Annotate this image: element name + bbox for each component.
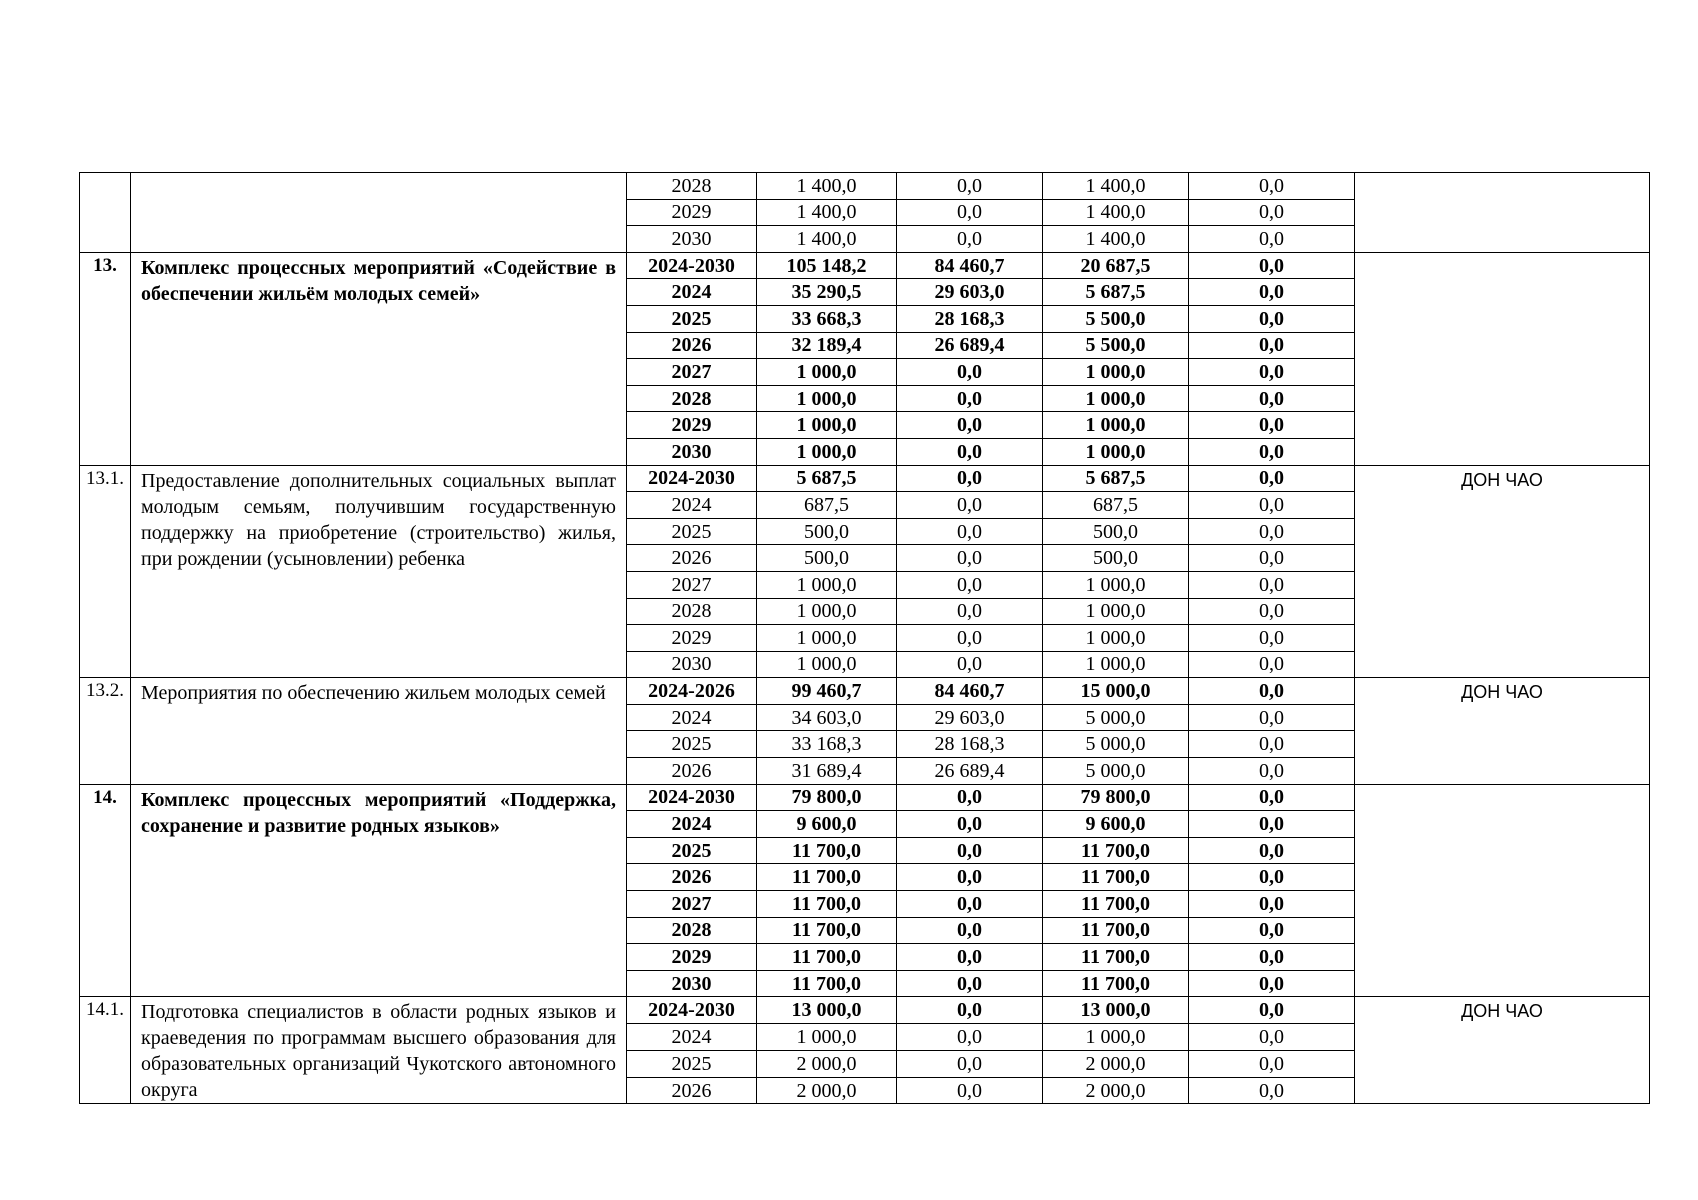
period-cell: 2027 xyxy=(627,891,757,918)
other-cell: 0,0 xyxy=(1189,811,1355,838)
table-row xyxy=(80,678,1650,705)
other-cell: 0,0 xyxy=(1189,545,1355,572)
other-cell: 0,0 xyxy=(1189,1077,1355,1104)
regional-cell: 79 800,0 xyxy=(1043,784,1189,811)
federal-cell: 0,0 xyxy=(897,837,1043,864)
other-cell: 0,0 xyxy=(1189,625,1355,652)
other-cell: 0,0 xyxy=(1189,598,1355,625)
total-cell: 500,0 xyxy=(757,518,897,545)
regional-cell: 1 000,0 xyxy=(1043,571,1189,598)
period-cell: 2027 xyxy=(627,571,757,598)
regional-cell: 11 700,0 xyxy=(1043,944,1189,971)
period-cell: 2025 xyxy=(627,731,757,758)
federal-cell: 0,0 xyxy=(897,784,1043,811)
period-cell: 2026 xyxy=(627,1077,757,1104)
other-cell: 0,0 xyxy=(1189,438,1355,465)
federal-cell: 0,0 xyxy=(897,944,1043,971)
federal-cell: 0,0 xyxy=(897,518,1043,545)
federal-cell: 84 460,7 xyxy=(897,252,1043,279)
other-cell: 0,0 xyxy=(1189,1024,1355,1051)
other-cell: 0,0 xyxy=(1189,226,1355,253)
regional-cell: 1 000,0 xyxy=(1043,359,1189,386)
regional-cell: 9 600,0 xyxy=(1043,811,1189,838)
other-cell: 0,0 xyxy=(1189,518,1355,545)
federal-cell: 0,0 xyxy=(897,571,1043,598)
total-cell: 1 400,0 xyxy=(757,173,897,200)
other-cell: 0,0 xyxy=(1189,758,1355,785)
total-cell: 2 000,0 xyxy=(757,1077,897,1104)
item-name: Комплекс процессных мероприятий «Содействие в обеспечении жильём молодых семей» xyxy=(141,256,616,305)
regional-cell: 5 000,0 xyxy=(1043,704,1189,731)
other-cell: 0,0 xyxy=(1189,651,1355,678)
total-cell: 105 148,2 xyxy=(757,252,897,279)
period-cell: 2025 xyxy=(627,837,757,864)
period-cell: 2030 xyxy=(627,226,757,253)
other-cell: 0,0 xyxy=(1189,970,1355,997)
regional-cell: 500,0 xyxy=(1043,545,1189,572)
total-cell: 11 700,0 xyxy=(757,864,897,891)
other-cell: 0,0 xyxy=(1189,465,1355,492)
total-cell: 1 000,0 xyxy=(757,359,897,386)
federal-cell: 0,0 xyxy=(897,1024,1043,1051)
other-cell: 0,0 xyxy=(1189,997,1355,1024)
other-cell: 0,0 xyxy=(1189,1050,1355,1077)
regional-cell: 1 000,0 xyxy=(1043,625,1189,652)
period-cell: 2026 xyxy=(627,864,757,891)
period-cell: 2024 xyxy=(627,492,757,519)
federal-cell: 0,0 xyxy=(897,199,1043,226)
federal-cell: 28 168,3 xyxy=(897,305,1043,332)
period-cell: 2030 xyxy=(627,438,757,465)
item-name-cell xyxy=(131,465,627,678)
total-cell: 11 700,0 xyxy=(757,891,897,918)
regional-cell: 1 400,0 xyxy=(1043,199,1189,226)
period-cell: 2029 xyxy=(627,412,757,439)
period-cell: 2024 xyxy=(627,811,757,838)
period-cell: 2026 xyxy=(627,545,757,572)
regional-cell: 5 500,0 xyxy=(1043,305,1189,332)
total-cell: 9 600,0 xyxy=(757,811,897,838)
item-name-cell xyxy=(131,678,627,784)
item-name: Предоставление дополнительных социальных выплат молодым семьям, получившим государственную поддержку на приобретение (строительство) жилья, при рождении (усыновлении) ребенка xyxy=(141,469,616,570)
federal-cell: 0,0 xyxy=(897,811,1043,838)
item-number: 14.1. xyxy=(80,997,131,1104)
period-cell: 2025 xyxy=(627,518,757,545)
other-cell: 0,0 xyxy=(1189,332,1355,359)
period-cell: 2030 xyxy=(627,651,757,678)
other-cell: 0,0 xyxy=(1189,571,1355,598)
total-cell: 1 000,0 xyxy=(757,412,897,439)
table-row xyxy=(80,465,1650,492)
other-cell: 0,0 xyxy=(1189,279,1355,306)
other-cell: 0,0 xyxy=(1189,837,1355,864)
other-cell: 0,0 xyxy=(1189,678,1355,705)
regional-cell: 500,0 xyxy=(1043,518,1189,545)
total-cell: 99 460,7 xyxy=(757,678,897,705)
federal-cell: 0,0 xyxy=(897,864,1043,891)
regional-cell: 11 700,0 xyxy=(1043,891,1189,918)
regional-cell: 1 400,0 xyxy=(1043,226,1189,253)
period-cell: 2029 xyxy=(627,944,757,971)
executor-cell: ДОН ЧАО xyxy=(1355,465,1650,678)
funding-table xyxy=(79,172,1650,1104)
executor-cell: ДОН ЧАО xyxy=(1355,678,1650,784)
federal-cell: 0,0 xyxy=(897,970,1043,997)
other-cell: 0,0 xyxy=(1189,864,1355,891)
total-cell: 687,5 xyxy=(757,492,897,519)
federal-cell: 0,0 xyxy=(897,438,1043,465)
total-cell: 1 400,0 xyxy=(757,199,897,226)
regional-cell: 20 687,5 xyxy=(1043,252,1189,279)
federal-cell: 0,0 xyxy=(897,545,1043,572)
other-cell: 0,0 xyxy=(1189,731,1355,758)
regional-cell: 13 000,0 xyxy=(1043,997,1189,1024)
other-cell: 0,0 xyxy=(1189,891,1355,918)
federal-cell: 0,0 xyxy=(897,465,1043,492)
regional-cell: 2 000,0 xyxy=(1043,1050,1189,1077)
total-cell: 32 189,4 xyxy=(757,332,897,359)
regional-cell: 2 000,0 xyxy=(1043,1077,1189,1104)
table-row xyxy=(80,252,1650,279)
regional-cell: 1 000,0 xyxy=(1043,651,1189,678)
regional-cell: 5 687,5 xyxy=(1043,465,1189,492)
table-row xyxy=(80,784,1650,811)
total-cell: 1 000,0 xyxy=(757,651,897,678)
regional-cell: 15 000,0 xyxy=(1043,678,1189,705)
table-row xyxy=(80,997,1650,1024)
other-cell: 0,0 xyxy=(1189,704,1355,731)
regional-cell: 5 000,0 xyxy=(1043,758,1189,785)
total-cell: 11 700,0 xyxy=(757,944,897,971)
item-name-cell xyxy=(131,784,627,997)
federal-cell: 0,0 xyxy=(897,1077,1043,1104)
federal-cell: 0,0 xyxy=(897,359,1043,386)
item-name: Мероприятия по обеспечению жильем молодых семей xyxy=(141,682,606,705)
total-cell: 34 603,0 xyxy=(757,704,897,731)
item-number xyxy=(80,173,131,253)
federal-cell: 28 168,3 xyxy=(897,731,1043,758)
regional-cell: 11 700,0 xyxy=(1043,864,1189,891)
item-name-cell xyxy=(131,252,627,465)
total-cell: 33 168,3 xyxy=(757,731,897,758)
table-body xyxy=(80,173,1650,1104)
total-cell: 1 000,0 xyxy=(757,1024,897,1051)
regional-cell: 11 700,0 xyxy=(1043,837,1189,864)
federal-cell: 0,0 xyxy=(897,891,1043,918)
federal-cell: 0,0 xyxy=(897,598,1043,625)
total-cell: 13 000,0 xyxy=(757,997,897,1024)
item-name: Комплекс процессных мероприятий «Поддержка, сохранение и развитие родных языков» xyxy=(141,788,616,837)
federal-cell: 0,0 xyxy=(897,651,1043,678)
item-name-cell xyxy=(131,997,627,1104)
total-cell: 1 400,0 xyxy=(757,226,897,253)
other-cell: 0,0 xyxy=(1189,199,1355,226)
period-cell: 2024-2030 xyxy=(627,465,757,492)
executor-cell xyxy=(1355,252,1650,465)
period-cell: 2027 xyxy=(627,359,757,386)
period-cell: 2025 xyxy=(627,1050,757,1077)
period-cell: 2025 xyxy=(627,305,757,332)
total-cell: 1 000,0 xyxy=(757,625,897,652)
period-cell: 2028 xyxy=(627,598,757,625)
total-cell: 1 000,0 xyxy=(757,438,897,465)
federal-cell: 0,0 xyxy=(897,173,1043,200)
period-cell: 2024 xyxy=(627,1024,757,1051)
regional-cell: 687,5 xyxy=(1043,492,1189,519)
period-cell: 2024-2030 xyxy=(627,784,757,811)
federal-cell: 0,0 xyxy=(897,625,1043,652)
item-name-cell xyxy=(131,173,627,253)
item-number: 13. xyxy=(80,252,131,465)
regional-cell: 11 700,0 xyxy=(1043,917,1189,944)
total-cell: 11 700,0 xyxy=(757,837,897,864)
period-cell: 2026 xyxy=(627,332,757,359)
total-cell: 11 700,0 xyxy=(757,970,897,997)
item-number: 13.2. xyxy=(80,678,131,784)
total-cell: 1 000,0 xyxy=(757,385,897,412)
total-cell: 500,0 xyxy=(757,545,897,572)
other-cell: 0,0 xyxy=(1189,359,1355,386)
other-cell: 0,0 xyxy=(1189,305,1355,332)
federal-cell: 0,0 xyxy=(897,226,1043,253)
regional-cell: 5 687,5 xyxy=(1043,279,1189,306)
period-cell: 2029 xyxy=(627,199,757,226)
federal-cell: 0,0 xyxy=(897,917,1043,944)
regional-cell: 5 000,0 xyxy=(1043,731,1189,758)
period-cell: 2024 xyxy=(627,279,757,306)
total-cell: 79 800,0 xyxy=(757,784,897,811)
other-cell: 0,0 xyxy=(1189,412,1355,439)
regional-cell: 1 000,0 xyxy=(1043,598,1189,625)
executor-cell xyxy=(1355,173,1650,253)
other-cell: 0,0 xyxy=(1189,944,1355,971)
total-cell: 31 689,4 xyxy=(757,758,897,785)
total-cell: 11 700,0 xyxy=(757,917,897,944)
regional-cell: 11 700,0 xyxy=(1043,970,1189,997)
other-cell: 0,0 xyxy=(1189,917,1355,944)
period-cell: 2028 xyxy=(627,385,757,412)
other-cell: 0,0 xyxy=(1189,492,1355,519)
period-cell: 2029 xyxy=(627,625,757,652)
total-cell: 35 290,5 xyxy=(757,279,897,306)
regional-cell: 1 000,0 xyxy=(1043,385,1189,412)
total-cell: 33 668,3 xyxy=(757,305,897,332)
period-cell: 2024 xyxy=(627,704,757,731)
period-cell: 2024-2030 xyxy=(627,997,757,1024)
executor-cell: ДОН ЧАО xyxy=(1355,997,1650,1104)
total-cell: 5 687,5 xyxy=(757,465,897,492)
period-cell: 2024-2026 xyxy=(627,678,757,705)
period-cell: 2024-2030 xyxy=(627,252,757,279)
executor-cell xyxy=(1355,784,1650,997)
item-number: 14. xyxy=(80,784,131,997)
regional-cell: 1 400,0 xyxy=(1043,173,1189,200)
federal-cell: 0,0 xyxy=(897,997,1043,1024)
other-cell: 0,0 xyxy=(1189,385,1355,412)
total-cell: 1 000,0 xyxy=(757,598,897,625)
total-cell: 1 000,0 xyxy=(757,571,897,598)
regional-cell: 1 000,0 xyxy=(1043,1024,1189,1051)
other-cell: 0,0 xyxy=(1189,784,1355,811)
federal-cell: 0,0 xyxy=(897,385,1043,412)
regional-cell: 5 500,0 xyxy=(1043,332,1189,359)
federal-cell: 26 689,4 xyxy=(897,758,1043,785)
other-cell: 0,0 xyxy=(1189,252,1355,279)
table-row xyxy=(80,173,1650,200)
period-cell: 2028 xyxy=(627,917,757,944)
federal-cell: 0,0 xyxy=(897,492,1043,519)
federal-cell: 0,0 xyxy=(897,1050,1043,1077)
federal-cell: 29 603,0 xyxy=(897,704,1043,731)
item-number: 13.1. xyxy=(80,465,131,678)
federal-cell: 26 689,4 xyxy=(897,332,1043,359)
period-cell: 2028 xyxy=(627,173,757,200)
regional-cell: 1 000,0 xyxy=(1043,412,1189,439)
regional-cell: 1 000,0 xyxy=(1043,438,1189,465)
total-cell: 2 000,0 xyxy=(757,1050,897,1077)
federal-cell: 84 460,7 xyxy=(897,678,1043,705)
period-cell: 2030 xyxy=(627,970,757,997)
other-cell: 0,0 xyxy=(1189,173,1355,200)
federal-cell: 0,0 xyxy=(897,412,1043,439)
period-cell: 2026 xyxy=(627,758,757,785)
item-name: Подготовка специалистов в области родных языков и краеведения по программам высшего образования для образовательных организаций Чукотского автономного округа xyxy=(141,1001,616,1102)
federal-cell: 29 603,0 xyxy=(897,279,1043,306)
